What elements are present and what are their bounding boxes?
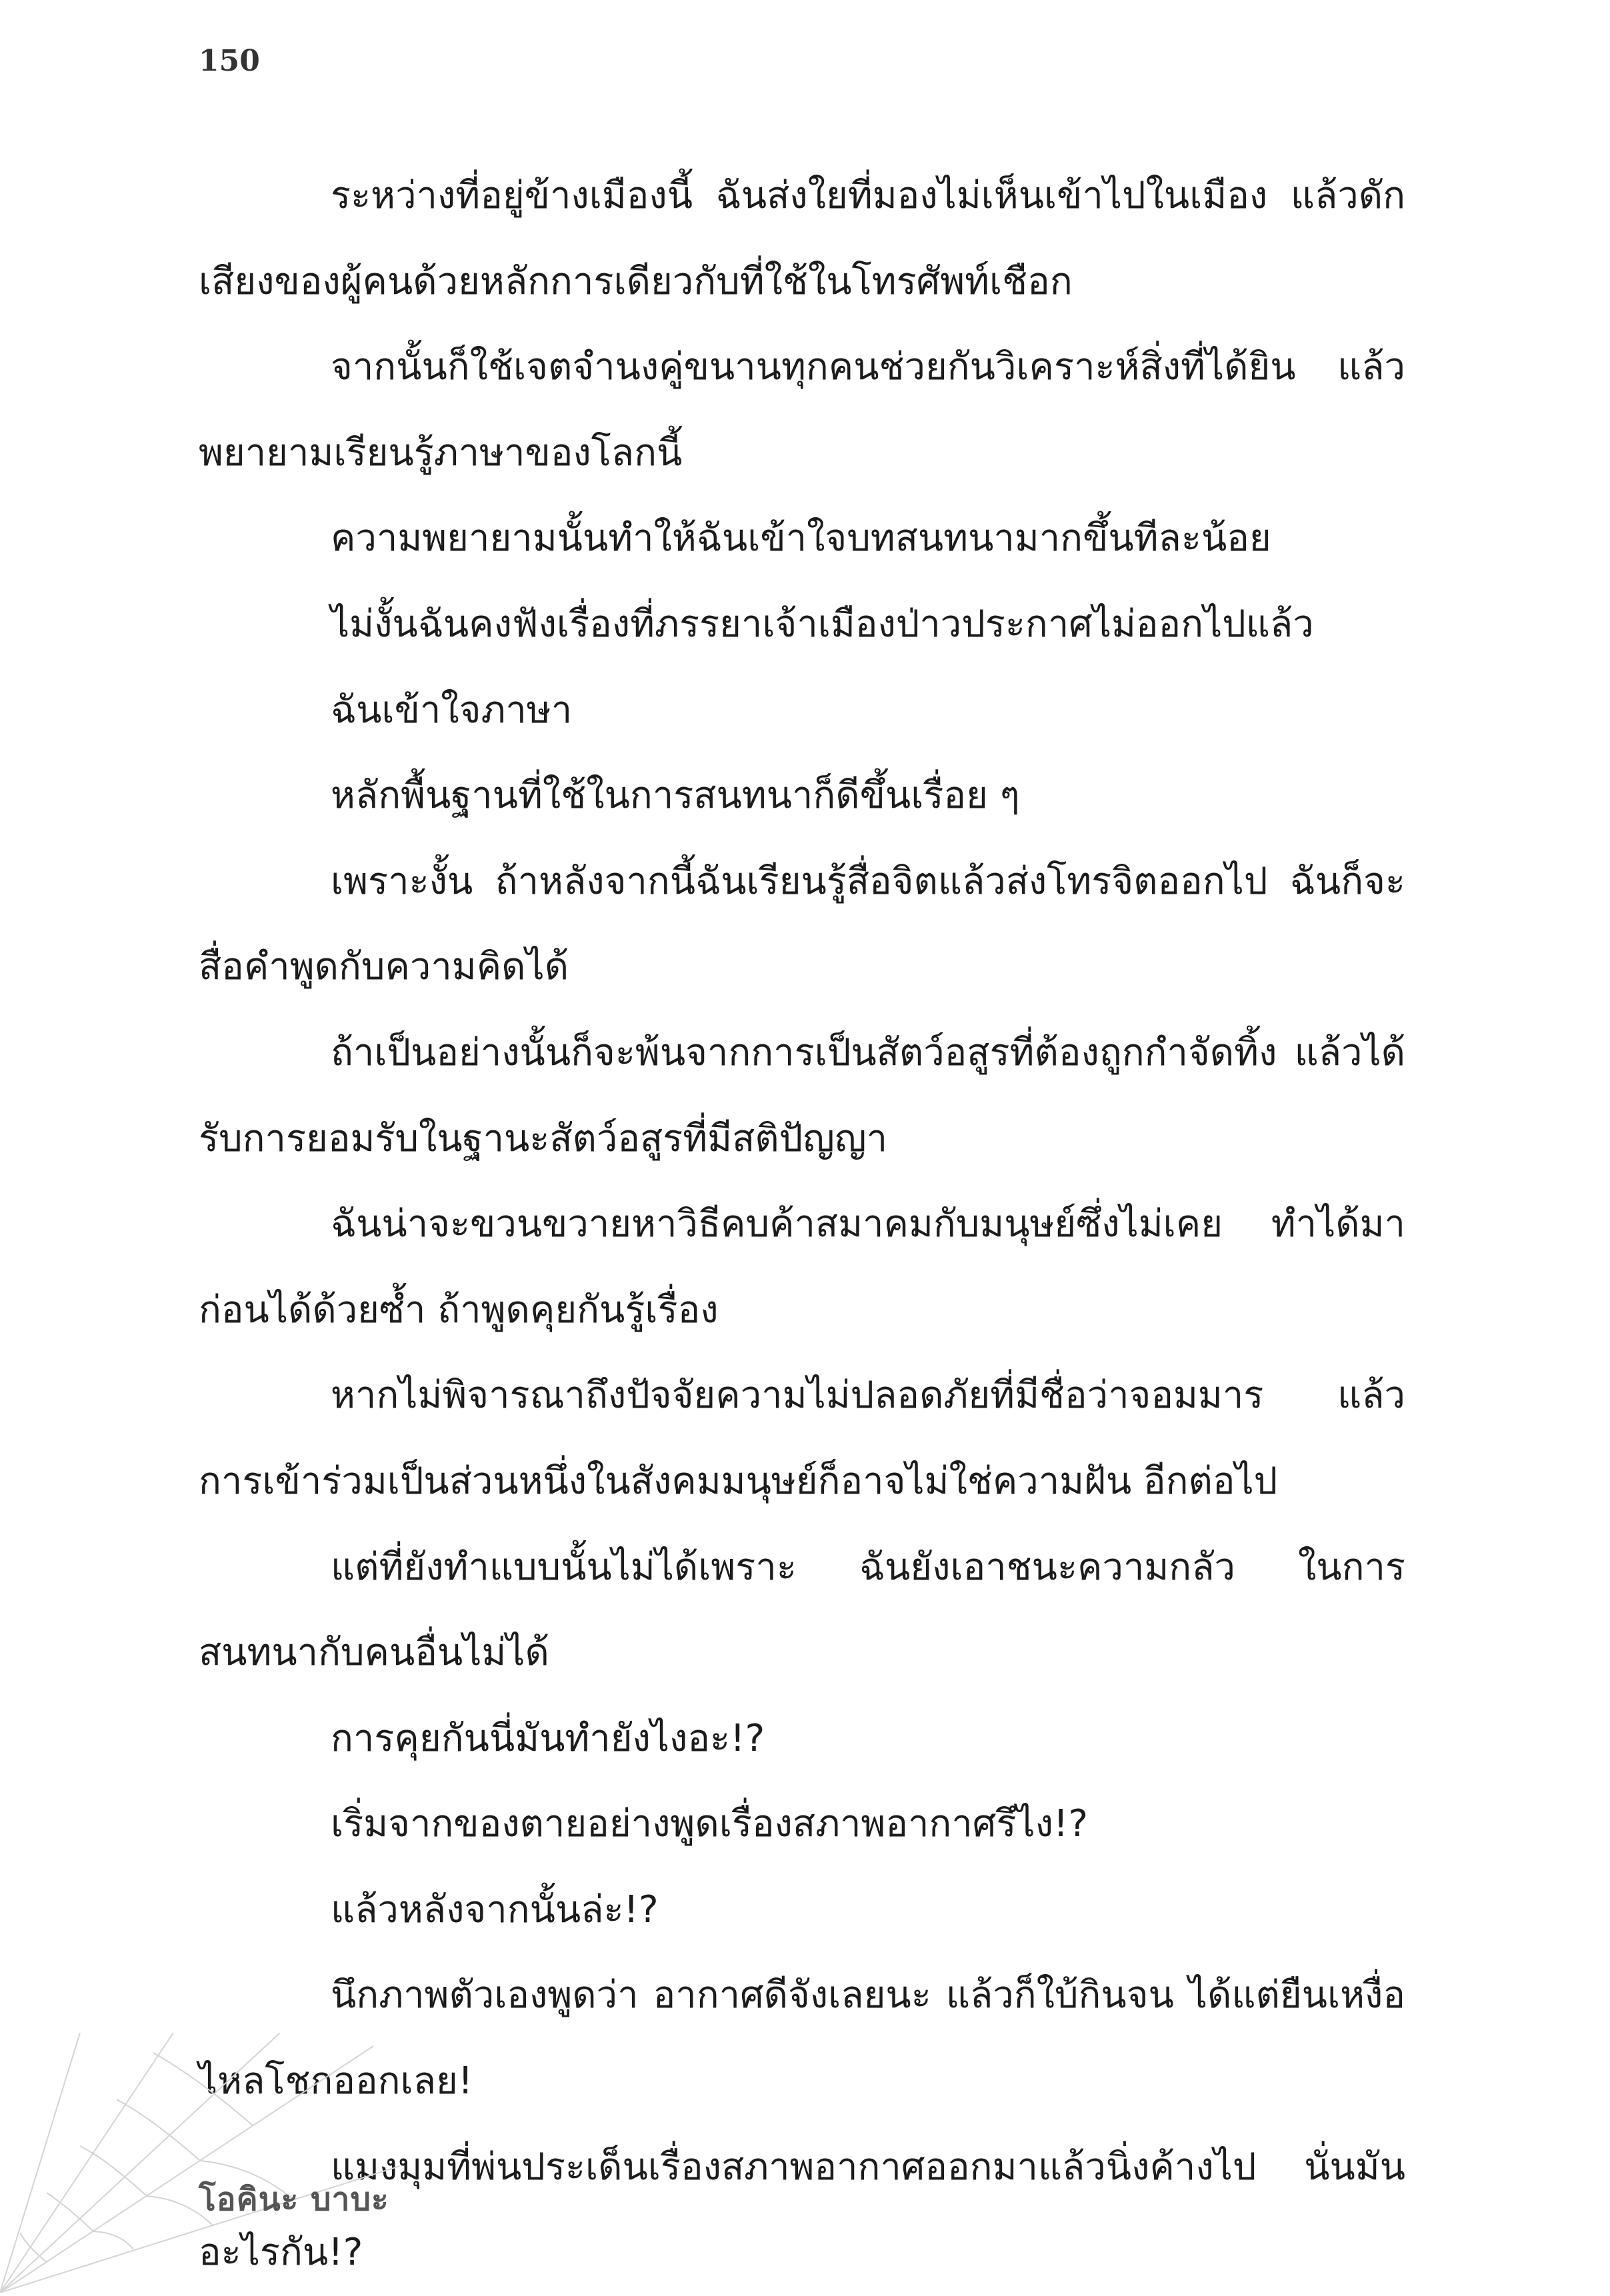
paragraph-8: ถ้าเป็นอย่างนั้นก็จะพ้นจากการเป็นสัตว์อสูรที่ต้องถูกกำจัดทิ้ง แล้วได้รับการยอมรับในฐานะสัตว์อสูรที่มีสติปัญญา [199, 1030, 1405, 1160]
paragraph-15: นึกภาพตัวเองพูดว่า อากาศดีจังเลยนะ แล้วก็ใบ้กินจน ได้แต่ยืนเหงื่อไหลโชกออกเลย! [199, 1973, 1405, 2103]
paragraph-1: ระหว่างที่อยู่ข้างเมืองนี้ ฉันส่งใยที่มองไม่เห็นเข้าไปในเมือง แล้วดักเสียงของผู้คนด้วยหลักการเดียวกับที่ใช้ในโทรศัพท์เชือก [199, 174, 1405, 303]
paragraph-12: การคุยกันนี่มันทำยังไงอะ!? [331, 1716, 765, 1760]
paragraph-5: ฉันเข้าใจภาษา [331, 688, 573, 732]
page-number: 150 [199, 44, 260, 78]
paragraph-16: แมงมุมที่พ่นประเด็นเรื่องสภาพอากาศออกมาแล้วนิ่งค้างไป นั่นมันอะไรกัน!? [199, 2145, 1405, 2275]
paragraph-3: ความพยายามนั้นทำให้ฉันเข้าใจบทสนทนามากขึ้นทีละน้อย [331, 517, 1271, 561]
paragraph-13: เริ่มจากของตายอย่างพูดเรื่องสภาพอากาศรึไง!? [331, 1802, 1089, 1846]
paragraph-2: จากนั้นก็ใช้เจตจำนงคู่ขนานทุกคนช่วยกันวิเคราะห์สิ่งที่ได้ยิน แล้วพยายามเรียนรู้ภาษาของโลกนี้ [199, 345, 1405, 475]
spiderweb-decoration [0, 2033, 400, 2293]
author-name: โอคินะ บาบะ [199, 2181, 389, 2218]
paragraph-4: ไม่งั้นฉันคงฟังเรื่องที่ภรรยาเจ้าเมืองป่าวประกาศไม่ออกไปแล้ว [331, 602, 1314, 646]
paragraph-9: ฉันน่าจะขวนขวายหาวิธีคบค้าสมาคมกับมนุษย์ซึ่งไม่เคย ทำได้มาก่อนได้ด้วยซ้ำ ถ้าพูดคุยกันรู้เรื่อง [199, 1202, 1405, 1332]
paragraph-10: หากไม่พิจารณาถึงปัจจัยความไม่ปลอดภัยที่มีชื่อว่าจอมมาร แล้ว การเข้าร่วมเป็นส่วนหนึ่งในสังคมมนุษย์ก็อาจไม่ใช่ความฝัน อีกต่อไป [199, 1374, 1405, 1503]
paragraph-11: แต่ที่ยังทำแบบนั้นไม่ได้เพราะ ฉันยังเอาชนะความกลัว ในการสนทนากับคนอื่นไม่ได้ [199, 1545, 1405, 1675]
paragraph-7: เพราะงั้น ถ้าหลังจากนี้ฉันเรียนรู้สื่อจิตแล้วส่งโทรจิตออกไป ฉันก็จะสื่อคำพูดกับความคิดได้ [199, 859, 1405, 989]
body-text [199, 153, 1405, 2296]
paragraph-14: แล้วหลังจากนั้นล่ะ!? [331, 1887, 659, 1931]
paragraph-6: หลักพื้นฐานที่ใช้ในการสนทนาก็ดีขึ้นเรื่อย ๆ [331, 774, 1020, 818]
